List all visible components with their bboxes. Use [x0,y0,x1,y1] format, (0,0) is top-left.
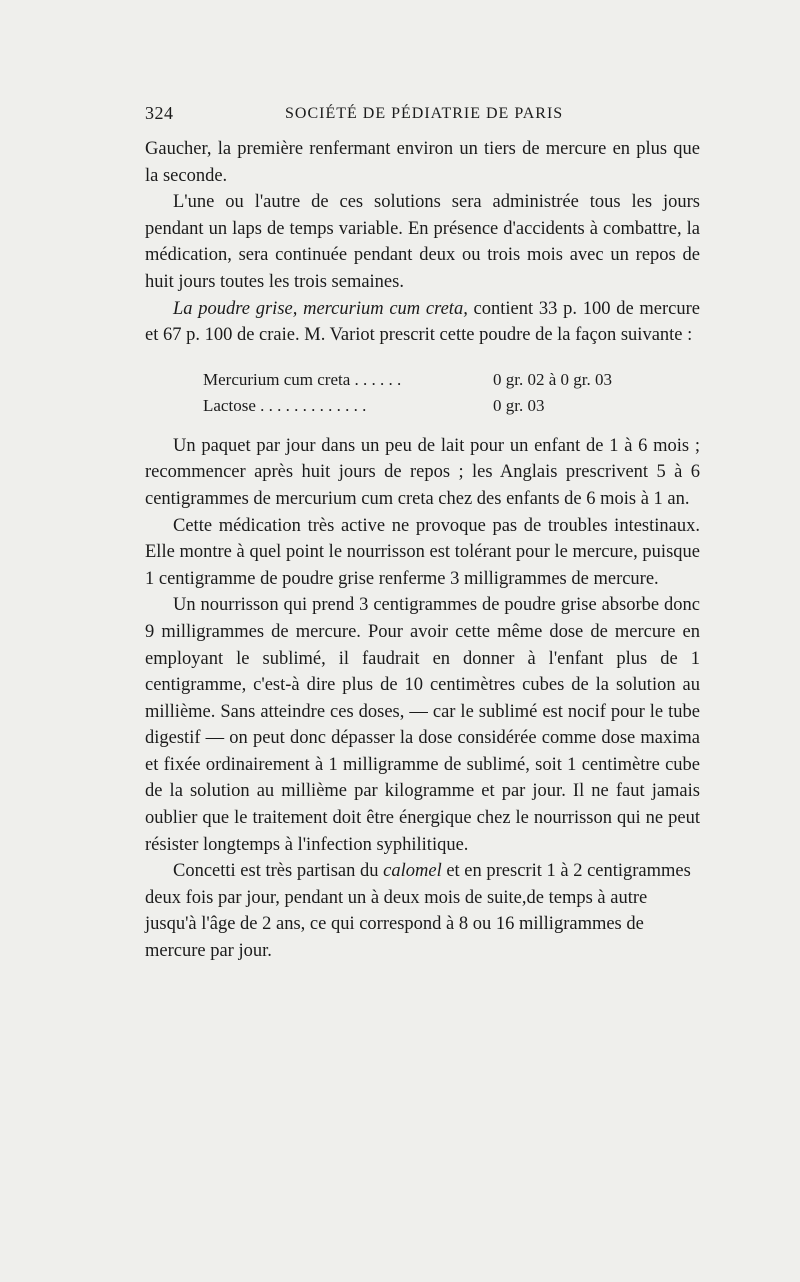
paragraph-7 [145,858,700,964]
formula-dose: 0 gr. 03 [493,395,545,415]
paragraph-7-italic: calomel [383,861,442,882]
paragraph-5: Cette médication très active ne provoque pas de troubles intestinaux. Elle montre à quel point le nourrisson est tolérant pour le mercure, puisque 1 centigramme de poudre grise renferme 3 milligrammes de mercure. [145,515,700,589]
paragraph-2: L'une ou l'autre de ces solutions sera administrée tous les jours pendant un laps de temps variable. En présence d'accidents à combattre, la médication, sera continuée pendant deux ou trois mois avec un repos de huit jours toutes les trois semaines. [145,192,700,292]
page-number: 324 [145,103,174,123]
page-header [145,103,700,127]
paragraph-1: Gaucher, la première renfermant environ un tiers de mercure en plus que la seconde. [145,139,700,186]
formula-dose: 0 gr. 02 à 0 gr. 03 [493,369,612,389]
formula-row [203,367,700,393]
body-text [145,136,700,965]
paragraph-7-start: Concetti est très partisan du [173,861,384,882]
paragraph-4: Un paquet par jour dans un peu de lait pour un enfant de 1 à 6 mois ; recommencer après huit jours de repos ; les Anglais prescrivent 5 à 6 centigrammes de mercurium cum creta chez des enfants de 6 mois à 1 an. [145,435,700,509]
formula-ingredient: Lactose . . . . . . . . . . . . . [203,395,367,415]
paragraph-3-rest: contient 33 p. 100 de mercure et 67 p. 100 de craie. M. Variot prescrit cette poudre de la façon suivante : [145,298,700,346]
paragraph-3 [145,296,700,349]
paragraph-7-rest: et en prescrit 1 à 2 centigrammes deux fois par jour, pendant un à deux mois de suite,de temps à autre jusqu'à l'âge de 2 ans, ce qui correspond à 8 ou 16 milligrammes de mercure par jour. [145,861,691,962]
prescription-formula [203,367,700,419]
formula-ingredient: Mercurium cum creta . . . . . . [203,369,402,389]
running-title: SOCIÉTÉ DE PÉDIATRIE DE PARIS [285,105,564,122]
paragraph-6: Un nourrisson qui prend 3 centigrammes de poudre grise absorbe donc 9 milligrammes de mercure. Pour avoir cette même dose de mercure en employant le sublimé, il faudrait en donner à l'enfant plus de 1 centigramme, c'est-à dire plus de 10 centimètres cubes de la solution au millième. Sans atteindre ces doses, — car le sublimé est nocif pour le tube digestif — on peut donc dépasser la dose considérée comme dose maxima et fixée ordinairement à 1 milligramme de sublimé, soit 1 centimètre cube de la solution au millième par kilogramme et par jour. Il ne faut jamais oublier que le traitement doit être énergique chez le nourrisson qui ne peut résister longtemps à l'infection syphilitique. [145,595,700,855]
formula-row [203,393,700,419]
paragraph-3-italic: La poudre grise, mercurium cum creta, [173,298,468,319]
